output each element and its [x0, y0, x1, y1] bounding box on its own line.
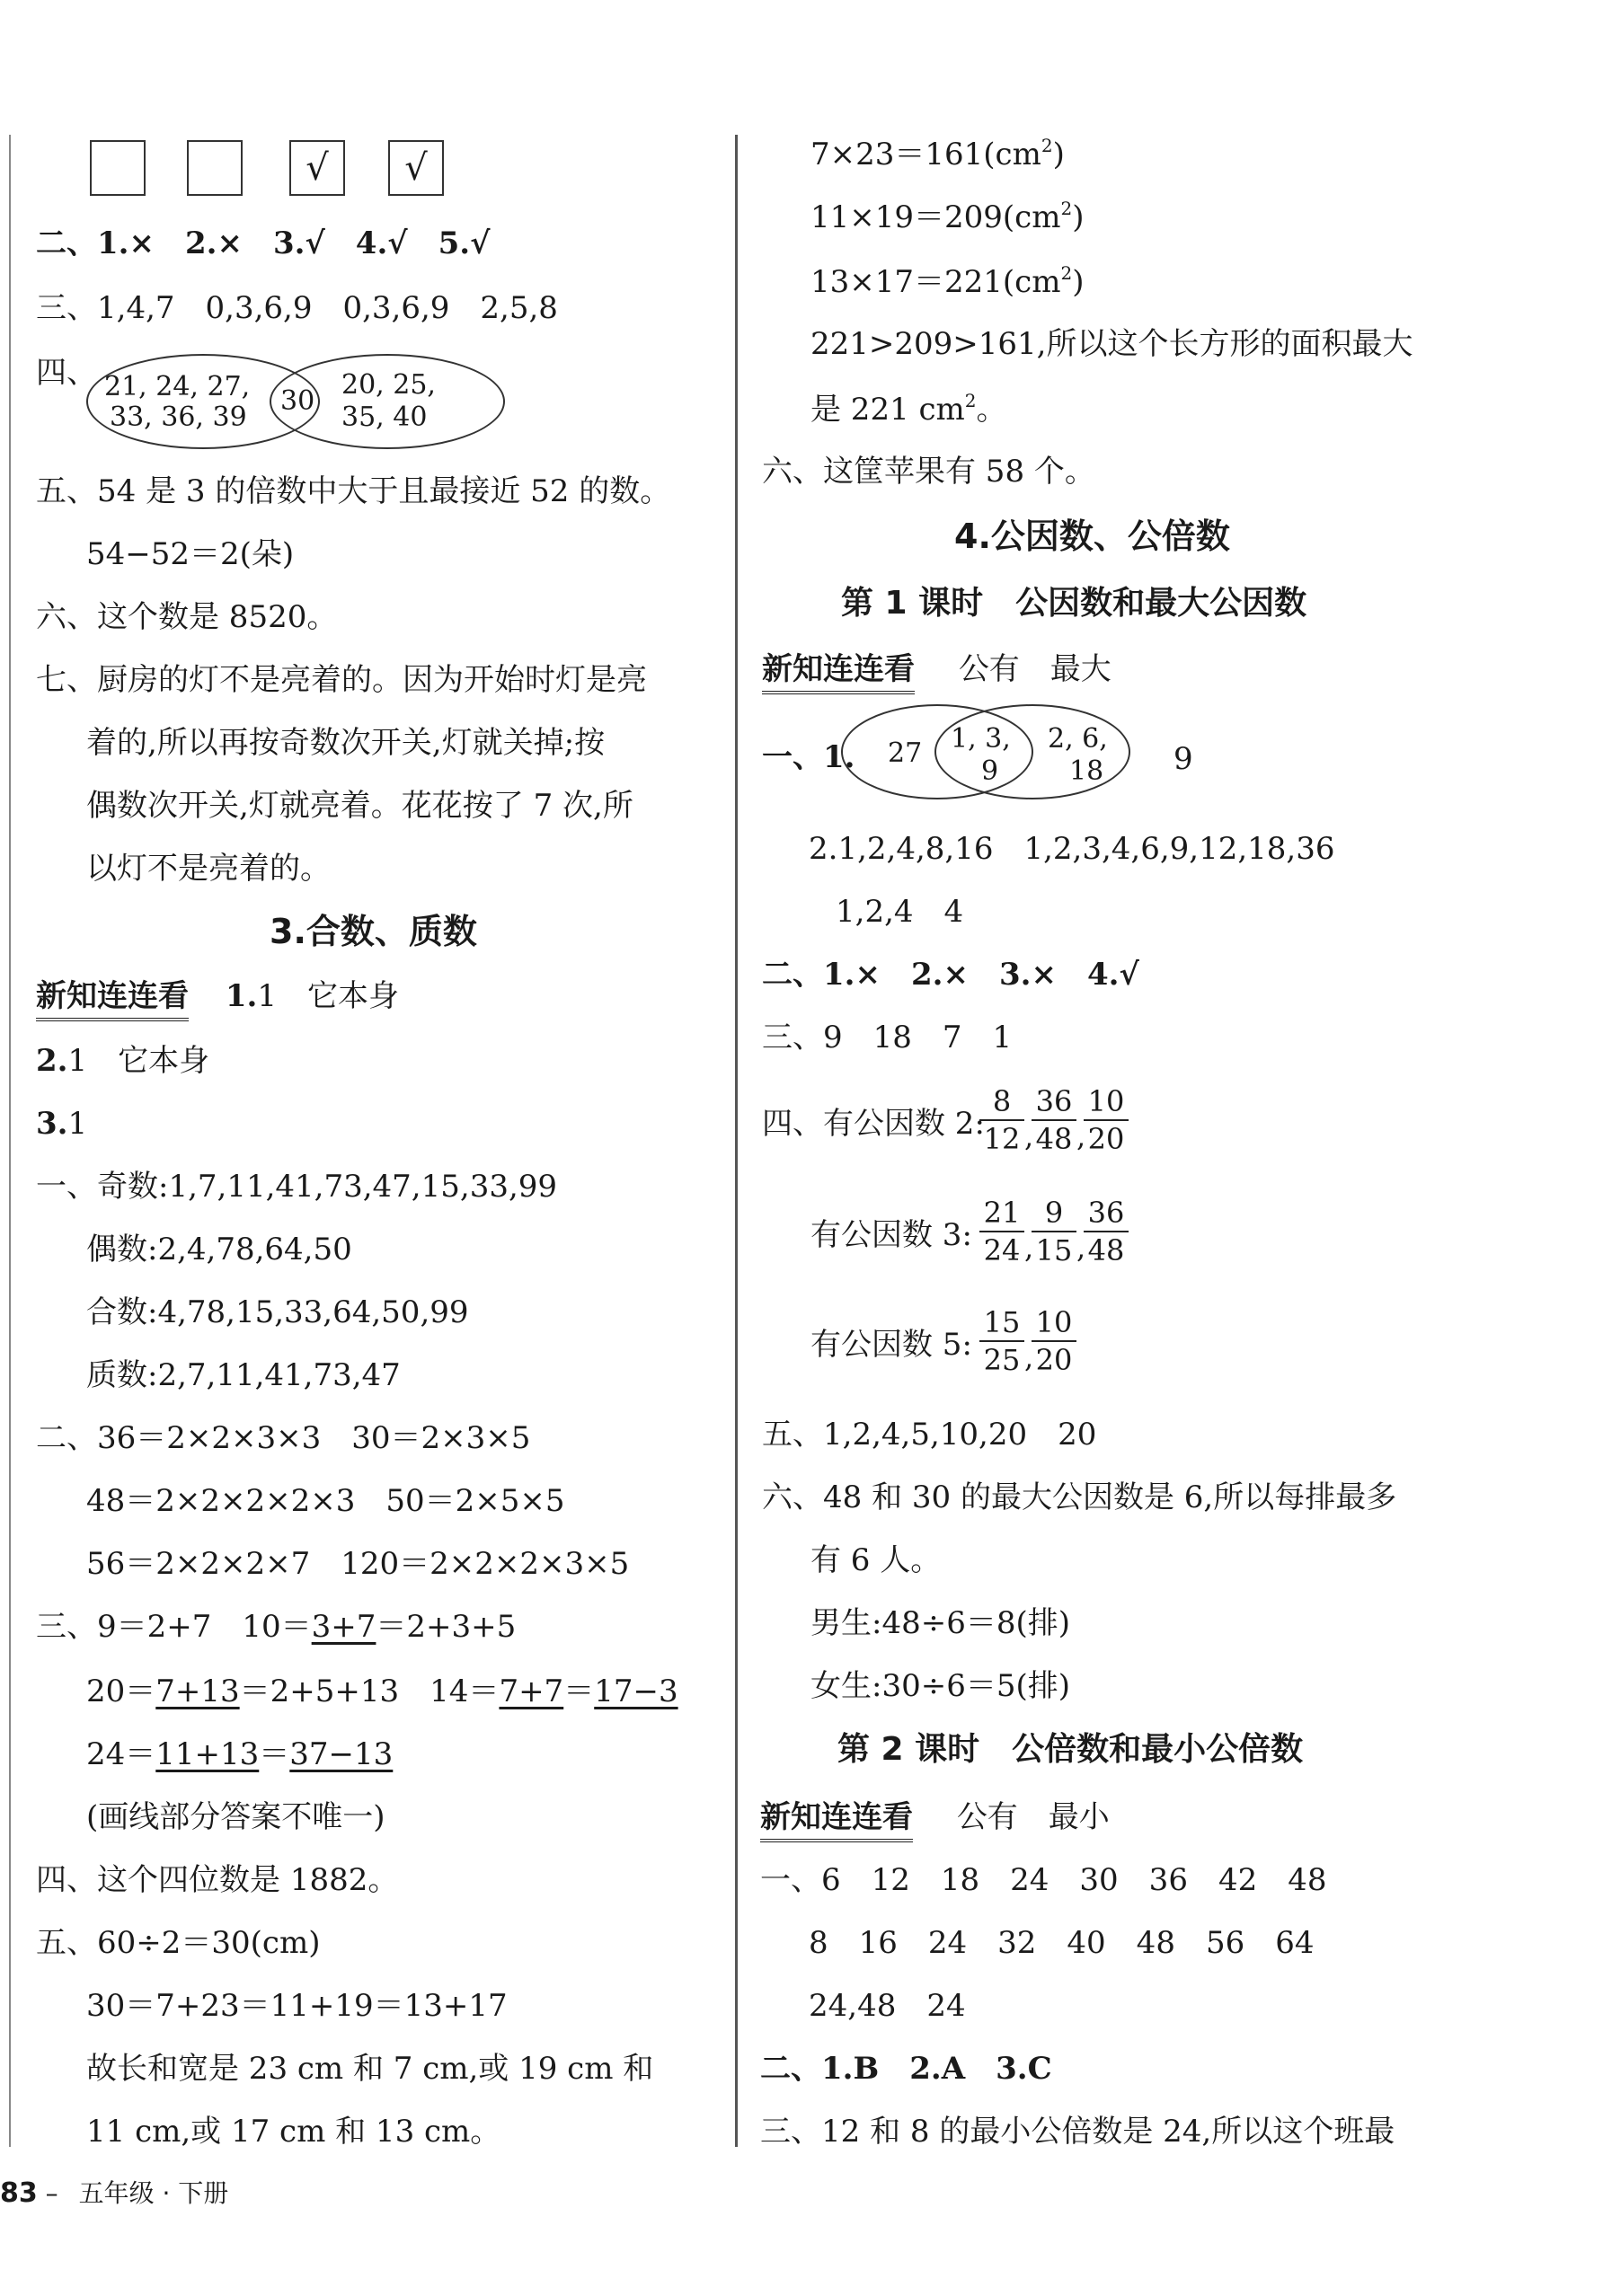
answer-box-3-check: √: [289, 140, 345, 196]
san-line2: 20＝7+13＝2+5+13 14＝7+7＝17−3: [86, 1673, 678, 1709]
san-line1: 三、9＝2+7 10＝3+7＝2+3+5: [36, 1609, 517, 1645]
xinzhi-right-2: 新知连连看 公有 最小: [760, 1802, 1110, 1838]
yi-prime: 质数:2,7,11,41,73,47: [86, 1357, 401, 1393]
venn-intersection: 30: [280, 385, 315, 417]
venn-factors-right-line2: 18: [1069, 755, 1104, 787]
er-choice-right: 二、1.B 2.A 3.C: [760, 2051, 1052, 2087]
wu-calc-line2: 30＝7+23＝11+19＝13+17: [86, 1988, 508, 2024]
fraction: $\frac{15}{25}$: [979, 1308, 1024, 1374]
si-factor5-label: 有公因数 5:: [810, 1327, 972, 1363]
section-qi-line1: 七、厨房的灯不是亮着的。因为开始时灯是亮: [36, 662, 647, 698]
wu-calc-line1: 五、60÷2＝30(cm): [36, 1925, 321, 1961]
section-liu: 六、这个数是 8520。: [36, 599, 338, 635]
venn-factors-mid-line2: 9: [981, 755, 999, 787]
er-factor-line2: 48＝2×2×2×2×3 50＝2×5×5: [86, 1483, 565, 1519]
si-four-digit: 四、这个四位数是 1882。: [36, 1862, 399, 1898]
area-calc-1: $7\times 23=161(cm^2)$: [810, 135, 1065, 172]
yi-composite: 合数:4,78,15,33,64,50,99: [86, 1294, 469, 1330]
xinzhi-tag-right: 新知连连看: [762, 651, 915, 694]
san-note: (画线部分答案不唯一): [86, 1799, 385, 1835]
venn-factors-mid-line1: 1, 3,: [951, 723, 1011, 755]
section-qi-line2: 着的,所以再按奇数次开关,灯就关掉;按: [86, 725, 606, 761]
liu-apples: 六、这筐苹果有 58 个。: [762, 454, 1095, 490]
heading-lesson-1: 第 1 课时 公因数和最大公因数: [841, 585, 1307, 622]
area-result: 是 221 $cm^2$。: [810, 390, 1007, 428]
xinzhi-row-1: 新知连连看 1.1 它本身: [36, 981, 399, 1017]
venn-factors-right-line1: 2, 6,: [1048, 723, 1108, 755]
xinzhi-tag-right-2: 新知连连看: [760, 1799, 913, 1842]
er-factor-line1: 二、36＝2×2×3×3 30＝2×3×5: [36, 1420, 531, 1456]
liu-right-line4: 女生:30÷6＝5(排): [810, 1668, 1070, 1704]
er-factor-line3: 56＝2×2×2×7 120＝2×2×2×3×5: [86, 1546, 630, 1582]
wu-right: 五、1,2,4,5,10,20 20: [762, 1417, 1097, 1453]
section-qi-line3: 偶数次开关,灯就亮着。花花按了 7 次,所: [86, 788, 633, 824]
si-factor2-label: 四、有公因数 2:: [762, 1106, 985, 1142]
heading-composite-prime: 3.合数、质数: [270, 912, 477, 951]
san-lcm: 三、12 和 8 的最小公倍数是 24,所以这个班最: [760, 2114, 1395, 2150]
section-san-answers: 三、1,4,7 0,3,6,9 0,3,6,9 2,5,8: [36, 290, 558, 326]
page-number: 83: [0, 2177, 38, 2209]
answer-box-1: [90, 140, 146, 196]
heading-common-factor-multiple: 4.公因数、公倍数: [954, 517, 1230, 556]
yi-even: 偶数:2,4,78,64,50: [86, 1232, 352, 1267]
xinzhi-tag: 新知连连看: [36, 978, 189, 1021]
area-calc-3: $13\times 17=221(cm^2)$: [810, 262, 1085, 300]
section-qi-line4: 以灯不是亮着的。: [86, 851, 331, 887]
venn-factors-answer: 9: [1173, 741, 1193, 777]
yi-venn-label: 一、1.: [762, 739, 855, 775]
xinzhi-right-1: 新知连连看 公有 最大: [762, 654, 1111, 690]
footer-dash: –: [45, 2178, 58, 2208]
section-wu-line2: 54−52＝2(朵): [86, 536, 295, 572]
san-line3: 24＝11+13＝37−13: [86, 1736, 394, 1772]
section-si-label: 四、: [36, 355, 97, 391]
xinzhi-row-3: 3.1: [36, 1106, 88, 1142]
area-calc-2: $11\times 19=209(cm^2)$: [810, 198, 1085, 235]
fraction: $\frac{10}{20}$: [1084, 1087, 1129, 1153]
section-er-answers: 二、1.× 2.× 3.√ 4.√ 5.√: [36, 225, 491, 261]
san-right: 三、9 18 7 1: [762, 1020, 1013, 1055]
answer-box-2: [187, 140, 243, 196]
yi-odd: 一、奇数:1,7,11,41,73,47,15,33,99: [36, 1169, 558, 1205]
yi-factors-line3: 1,2,4 4: [836, 894, 964, 930]
yi-factors-line2: 2.1,2,4,8,16 1,2,3,4,6,9,12,18,36: [809, 831, 1335, 867]
er-judgement-right: 二、1.× 2.× 3.× 4.√: [762, 957, 1139, 993]
venn-right-line1: 20, 25,: [341, 369, 436, 401]
fraction: $\frac{36}{48}$: [1084, 1198, 1129, 1265]
xinzhi-row-2: 2.1 它本身: [36, 1043, 210, 1079]
fraction: $\frac{10}{20}$: [1032, 1308, 1076, 1374]
wu-calc-line4: 11 cm,或 17 cm 和 13 cm。: [86, 2114, 501, 2150]
heading-lesson-2: 第 2 课时 公倍数和最小公倍数: [837, 1731, 1304, 1768]
si-factor3-label: 有公因数 3:: [810, 1217, 972, 1253]
section-wu-line1: 五、54 是 3 的倍数中大于且最接近 52 的数。: [36, 473, 671, 509]
area-compare: 221>209>161,所以这个长方形的面积最大: [810, 326, 1413, 362]
liu-right-line2: 有 6 人。: [810, 1542, 942, 1578]
fraction: $\frac{8}{12}$: [979, 1087, 1024, 1153]
fraction: $\frac{36}{48}$: [1032, 1087, 1076, 1153]
page-footer: [0, 2174, 228, 2210]
wu-calc-line3: 故长和宽是 23 cm 和 7 cm,或 19 cm 和: [86, 2051, 654, 2087]
liu-right-line1: 六、48 和 30 的最大公因数是 6,所以每排最多: [762, 1479, 1397, 1515]
grade-label: 五年级 · 下册: [78, 2178, 229, 2208]
left-margin-rule: [9, 135, 11, 2147]
liu-right-line3: 男生:48÷6＝8(排): [810, 1605, 1070, 1641]
answer-box-4-check: √: [388, 140, 444, 196]
fraction: $\frac{9}{15}$: [1032, 1198, 1076, 1265]
multiples-line1: 一、6 12 18 24 30 36 42 48: [760, 1862, 1327, 1898]
venn-right-line2: 35, 40: [341, 402, 428, 433]
answer-page: √ √ 二、1.× 2.× 3.√ 4.√ 5.√ 三、1,4,7 0,3,6,9 0,3,6,9 2,5,8 四、 21, 24, 27, 33, 36, 39 30 20, 25, 35, 40 五、54 是 3 的倍数中大于且最接近 52 的数。 54−52＝2(朵) 六、这个数是 8520。 七、厨房的灯不是亮着的。因为开始时灯是亮 着的,所以再按奇数次开关,灯就关掉;按 偶数次开关,灯就亮着。花花按了 7 次,所 以灯不是亮着的。 3.合数、质数 新知连连看 1.1 它本身 2.1 它本身 3.1 一、奇数:1,7,11,41,73,47,15,33,99 偶数:2,4,78,64,50 合数:4,78,15,33,64,50,99 质数:2,7,11,41,73,47 二、36＝2×2×3×3 30＝2×3×5 48＝2×2×2×2×3 50＝2×5×5 56＝2×2×2×7 120＝2×2×2×3×5 三、9＝2+7 10＝3+7＝2+3+5 20＝7+13＝2+5+13 14＝7+7＝17−3 24＝11+13＝37−13 (画线部分答案不唯一) 四、这个四位数是 1882。 五、60÷2＝30(cm) 30＝7+23＝11+19＝13+17 故长和宽是 23 cm 和 7 cm,或 19 cm 和 11 cm,或 17 cm 和 13 cm。 $7\times 23=161(cm^2)$ $11\times 19=209(cm^2)$ $13\times 17=221(cm^2)$ 221>209>161,所以这个长方形的面积最大 是 221 $cm^2$。 六、这筐苹果有 58 个。 4.公因数、公倍数 第 1 课时 公因数和最大公因数 新知连连看 公有 最大 一、1. 27 1, 3, 9 2, 6, 18 9 2.1,2,4,8,16 1,2,3,4,6,9,12,18,36 1,2,4 4 二、1.× 2.× 3.× 4.√ 三、9 18 7 1 四、有公因数 2: $\frac{8}{12}$ , $\frac{36}{48}$ , $\frac{10}{20}$ 有公因数 3: $\frac{21}{24}$ , $\frac{9}{15}$ , $\frac{36}{48}$ 有公因数 5: $\frac{15}{25}$ , $\frac{10}{20}$ 五、1,2,4,5,10,20 20 六、48 和 30 的最大公因数是 6,所以每排最多 有 6 人。 男生:48÷6＝8(排) 女生:30÷6＝5(排) 第 2 课时 公倍数和最小公倍数 新知连连看 公有 最小 一、6 12 18 24 30 36 42 48 8 16 24 32 40 48 56 64 24,48 24 二、1.B 2.A 3.C 三、12 和 8 的最小公倍数是 24,所以这个班最 83 – 五年级 · 下册: [0, 135, 1413, 2209]
column-divider: [735, 135, 738, 2147]
multiples-line3: 24,48 24: [809, 1988, 966, 2024]
fraction: $\frac{21}{24}$: [979, 1198, 1024, 1265]
venn-left-line2: 33, 36, 39: [110, 402, 247, 433]
multiples-line2: 8 16 24 32 40 48 56 64: [809, 1925, 1315, 1961]
venn-left-line1: 21, 24, 27,: [104, 371, 251, 402]
venn-factors-left: 27: [888, 737, 923, 769]
